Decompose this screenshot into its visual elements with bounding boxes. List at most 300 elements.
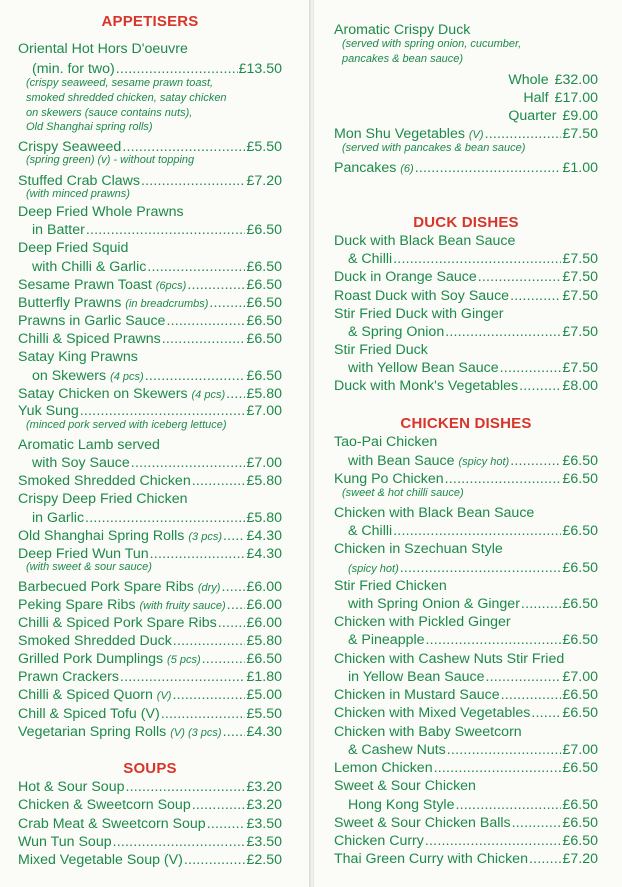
menu-item-name xyxy=(334,232,515,250)
menu-item-name xyxy=(32,258,146,276)
dot-leader xyxy=(501,686,562,704)
menu-item-name xyxy=(334,759,433,777)
dot-leader xyxy=(226,385,245,403)
dot-leader xyxy=(393,522,561,540)
menu-item-name xyxy=(18,490,188,508)
portion-price-row xyxy=(334,71,598,89)
menu-item-name-text: with Spring Onion & Ginger xyxy=(348,596,520,612)
menu-item-name-text: Chill & Spiced Tofu (V) xyxy=(18,706,160,722)
menu-item-name-text: in Batter xyxy=(32,222,85,238)
menu-item-name xyxy=(334,650,564,668)
dot-leader xyxy=(425,832,562,850)
menu-item-price: £4.30 xyxy=(246,724,282,740)
dot-leader xyxy=(192,472,246,490)
menu-item-grilled-pork-dumplings xyxy=(18,650,282,668)
menu-item-price: £6.50 xyxy=(246,295,282,311)
menu-item-name xyxy=(348,595,520,613)
dot-leader xyxy=(393,250,561,268)
menu-item-name xyxy=(348,250,392,268)
menu-item-chilli-and-spiced-prawns xyxy=(18,330,282,348)
menu-item-name-text: in Garlic xyxy=(32,510,85,526)
menu-item-note: (4 pcs) xyxy=(191,389,226,401)
section-heading-soups: SOUPS xyxy=(123,760,177,777)
menu-item-note: (in breadcrumbs) xyxy=(125,298,209,310)
dot-leader xyxy=(227,596,246,614)
menu-item-name-text: Chilli & Spiced Pork Spare Ribs xyxy=(18,615,217,631)
menu-item-name xyxy=(18,578,220,597)
menu-item-spicy-hot xyxy=(334,559,598,577)
menu-item-name-text: Duck in Orange Sauce xyxy=(334,269,477,285)
menu-item-price: £1.80 xyxy=(246,669,282,685)
menu-item-name xyxy=(18,778,124,796)
menu-item-name xyxy=(334,704,530,722)
dot-leader xyxy=(125,778,245,796)
menu-item-name xyxy=(348,631,425,649)
item-description: (served with spring onion, cucumber, xyxy=(342,38,522,50)
menu-item-name-text: Chicken with Mixed Vegetables xyxy=(334,705,531,721)
menu-item-with-bean-sauce xyxy=(334,452,598,470)
dot-leader xyxy=(445,323,561,341)
menu-item-name xyxy=(18,294,208,313)
menu-item-price: £6.50 xyxy=(246,331,282,347)
menu-item-name-text: Chicken with Black Bean Sauce xyxy=(334,505,535,521)
menu-item-name-text: Roast Duck with Soy Sauce xyxy=(334,288,510,304)
menu-item-price: £6.50 xyxy=(246,368,282,384)
menu-item-name xyxy=(334,814,511,832)
menu-item-chill-and-spiced-tofu-v xyxy=(18,705,282,723)
menu-item-vegetarian-spring-rolls xyxy=(18,723,282,741)
menu-item-name-text: Whole xyxy=(508,72,549,88)
menu-item-name-text: Chicken in Szechuan Style xyxy=(334,541,503,557)
portion-price-row xyxy=(334,89,598,107)
dot-leader xyxy=(113,833,246,851)
menu-item-name xyxy=(334,287,509,305)
menu-item-name-text: Old Shanghai Spring Rolls xyxy=(18,528,185,544)
menu-item-name-text: Aromatic Lamb served xyxy=(18,437,160,453)
menu-item-price: £6.50 xyxy=(562,687,598,703)
item-description: (spring green) (v) - without topping xyxy=(26,154,195,166)
menu-item-name xyxy=(18,312,165,330)
item-description: (with sweet & sour sauce) xyxy=(26,561,152,573)
menu-item-name-text: Chicken with Cashew Nuts Stir Fried xyxy=(334,651,565,667)
menu-item-name xyxy=(334,777,476,795)
menu-item-name-text: Thai Green Curry with Chicken xyxy=(334,851,528,867)
menu-item-aromatic-lamb-served xyxy=(18,436,282,454)
menu-item-name xyxy=(508,71,548,89)
menu-item-note: (6pcs) xyxy=(155,280,187,292)
menu-item-note: (with fruity sauce) xyxy=(139,600,226,612)
menu-item-smoked-shredded-duck xyxy=(18,632,282,650)
menu-item-note: (3 pcs) xyxy=(188,531,222,543)
menu-item-name-text: with Bean Sauce xyxy=(348,453,455,469)
menu-item-name xyxy=(18,330,161,348)
menu-item-hong-kong-style xyxy=(334,796,598,814)
menu-item-chicken-in-mustard-sauce xyxy=(334,686,598,704)
menu-item-pancakes xyxy=(334,159,598,177)
dot-leader xyxy=(400,559,562,577)
item-description: (sweet & hot chilli sauce) xyxy=(342,487,464,499)
menu-item-mixed-vegetable-soup-v xyxy=(18,851,282,869)
menu-item-stir-fried-duck-with-ginger xyxy=(334,305,598,323)
section-heading-duck-dishes: DUCK DISHES xyxy=(413,214,519,231)
menu-item-sweet-and-sour-chicken-balls xyxy=(334,814,598,832)
menu-item-name-text: Barbecued Pork Spare Ribs xyxy=(18,579,194,595)
menu-item-price: £6.50 xyxy=(562,833,598,849)
menu-item-name xyxy=(334,723,522,741)
menu-item-name-text: with Chilli & Garlic xyxy=(32,259,147,275)
menu-item-name xyxy=(18,276,186,295)
menu-item-note: (4 pcs) xyxy=(110,371,144,383)
menu-item-with-soy-sauce xyxy=(18,454,282,472)
menu-item-name xyxy=(32,221,85,239)
menu-item-name xyxy=(18,632,172,650)
menu-item-name-text: Sweet & Sour Chicken xyxy=(334,778,476,794)
menu-item-price: £5.80 xyxy=(246,473,282,489)
menu-item-hot-and-sour-soup xyxy=(18,778,282,796)
dot-leader xyxy=(221,578,245,596)
menu-item-name-text: Kung Po Chicken xyxy=(334,471,444,487)
dot-leader xyxy=(161,705,246,723)
menu-item-and-chilli xyxy=(334,522,598,540)
menu-item-in-garlic xyxy=(18,509,282,527)
menu-item-thai-green-curry-with-chicken xyxy=(334,850,598,868)
menu-item-deep-fried-whole-prawns xyxy=(18,203,282,221)
dot-leader xyxy=(510,452,561,470)
menu-item-name xyxy=(32,454,130,472)
menu-item-name-text: Satay Chicken on Skewers xyxy=(18,386,188,402)
menu-item-price: £6.50 xyxy=(562,632,598,648)
menu-item-name-text: Prawn Crackers xyxy=(18,669,119,685)
menu-item-name xyxy=(334,305,504,323)
menu-item-name-text: Smoked Shredded Duck xyxy=(18,633,172,649)
menu-item-name xyxy=(18,686,171,705)
item-description: Old Shanghai spring rolls) xyxy=(26,121,153,133)
dot-leader xyxy=(187,276,245,294)
menu-item-tao-pai-chicken xyxy=(334,433,598,451)
dot-leader xyxy=(529,850,562,868)
menu-item-wun-tun-soup xyxy=(18,833,282,851)
menu-item-name xyxy=(348,741,446,759)
menu-item-name-text: Prawns in Garlic Sauce xyxy=(18,313,166,329)
menu-item-price: £6.50 xyxy=(246,259,282,275)
menu-item-price: £7.20 xyxy=(562,851,598,867)
menu-item-name-text: Chicken with Pickled Ginger xyxy=(334,614,511,630)
menu-item-smoked-shredded-chicken xyxy=(18,472,282,490)
menu-item-name-text: Crispy Seaweed xyxy=(18,139,122,155)
menu-item-name-text: on Skewers xyxy=(32,368,107,384)
menu-item-name xyxy=(334,540,503,558)
menu-item-name xyxy=(334,613,511,631)
menu-item-price: £3.20 xyxy=(246,779,282,795)
dot-leader xyxy=(192,796,246,814)
dot-leader xyxy=(500,359,562,377)
menu-item-note: (V) xyxy=(156,690,172,702)
menu-item-price: £7.50 xyxy=(562,251,598,267)
menu-item-price: £6.50 xyxy=(562,797,598,813)
menu-item-chicken-curry xyxy=(334,832,598,850)
menu-item-name-text: Stir Fried Duck xyxy=(334,342,428,358)
menu-item-name-text: Lemon Chicken xyxy=(334,760,433,776)
menu-item-barbecued-pork-spare-ribs xyxy=(18,578,282,596)
menu-item-name-text: Mixed Vegetable Soup (V) xyxy=(18,852,183,868)
menu-item-name xyxy=(348,359,499,377)
menu-item-name-text: Crab Meat & Sweetcorn Soup xyxy=(18,816,206,832)
menu-item-price: £7.50 xyxy=(562,324,598,340)
menu-item-and-pineapple xyxy=(334,631,598,649)
menu-item-name-text: & Cashew Nuts xyxy=(348,742,446,758)
menu-item-price: £9.00 xyxy=(562,108,598,124)
menu-item-price: £7.00 xyxy=(562,669,598,685)
menu-item-name-text: Chilli & Spiced Quorn xyxy=(18,687,153,703)
dot-leader xyxy=(207,815,246,833)
menu-item-name xyxy=(18,40,188,58)
menu-item-name-text: Quarter xyxy=(508,108,557,124)
menu-item-note: (spicy hot) xyxy=(348,563,399,575)
menu-item-name xyxy=(32,509,84,527)
item-description: smoked shredded chicken, satay chicken xyxy=(26,92,227,104)
menu-item-price: £7.00 xyxy=(246,403,282,419)
menu-item-price: £6.50 xyxy=(246,651,282,667)
menu-item-name-text: Wun Tun Soup xyxy=(18,834,112,850)
menu-item-name xyxy=(18,815,206,833)
dot-leader xyxy=(166,312,245,330)
dot-leader xyxy=(218,614,246,632)
dot-leader xyxy=(147,258,245,276)
menu-item-name-text: Aromatic Crispy Duck xyxy=(334,22,471,38)
menu-item-name-text: & Pineapple xyxy=(348,632,425,648)
menu-item-and-cashew-nuts xyxy=(334,741,598,759)
dot-leader xyxy=(162,330,246,348)
menu-item-price: £6.00 xyxy=(246,597,282,613)
menu-item-price: £6.50 xyxy=(246,277,282,293)
dot-leader xyxy=(202,650,246,668)
dot-leader xyxy=(485,668,561,686)
menu-item-name-text: with Yellow Bean Sauce xyxy=(348,360,499,376)
item-description: pancakes & bean sauce) xyxy=(342,53,464,65)
menu-item-chicken-with-black-bean-sauce xyxy=(334,504,598,522)
menu-item-price: £4.30 xyxy=(246,546,282,562)
menu-item-price: £7.50 xyxy=(562,360,598,376)
menu-item-chilli-and-spiced-pork-spare-ribs xyxy=(18,614,282,632)
dot-leader xyxy=(223,723,246,741)
menu-item-price: £3.50 xyxy=(246,816,282,832)
menu-item-peking-spare-ribs xyxy=(18,596,282,614)
menu-item-price: £13.50 xyxy=(238,61,282,77)
menu-item-name xyxy=(348,668,484,686)
menu-item-price: £7.20 xyxy=(246,173,282,189)
menu-item-name xyxy=(348,452,509,471)
dot-leader xyxy=(512,814,562,832)
menu-item-name-text: Yuk Sung xyxy=(18,403,79,419)
menu-item-name xyxy=(18,650,201,669)
menu-item-name-text: Sweet & Sour Chicken Balls xyxy=(334,815,511,831)
menu-item-chicken-with-baby-sweetcorn xyxy=(334,723,598,741)
menu-item-price: £6.50 xyxy=(562,596,598,612)
menu-item-name-text: Deep Fried Whole Prawns xyxy=(18,204,184,220)
menu-item-name-text: Hong Kong Style xyxy=(348,797,455,813)
menu-item-price: £5.50 xyxy=(246,706,282,722)
menu-item-on-skewers xyxy=(18,367,282,385)
menu-item-name xyxy=(18,614,217,632)
menu-item-duck-with-monk-s-vegetables xyxy=(334,377,598,395)
menu-item-note: (V) xyxy=(468,129,484,141)
menu-item-name-text: Peking Spare Ribs xyxy=(18,597,136,613)
menu-item-name xyxy=(348,559,399,578)
menu-item-duck-in-orange-sauce xyxy=(334,268,598,286)
menu-item-price: £1.00 xyxy=(562,160,598,176)
menu-item-price: £6.50 xyxy=(562,453,598,469)
menu-item-price: £5.80 xyxy=(246,633,282,649)
dot-leader xyxy=(531,704,561,722)
menu-item-price: £6.00 xyxy=(246,579,282,595)
menu-item-name-text: Tao-Pai Chicken xyxy=(334,434,438,450)
dot-leader xyxy=(209,294,245,312)
menu-item-note: (dry) xyxy=(197,582,221,594)
menu-item-price: £6.50 xyxy=(562,560,598,576)
menu-item-name-text: & Chilli xyxy=(348,251,393,267)
menu-item-price: £7.00 xyxy=(562,742,598,758)
dot-leader xyxy=(184,851,246,869)
menu-item-name xyxy=(334,159,414,178)
menu-item-name xyxy=(348,796,454,814)
menu-item-chicken-with-cashew-nuts-stir-fried xyxy=(334,650,598,668)
dot-leader xyxy=(519,377,561,395)
menu-item-price: £6.50 xyxy=(246,313,282,329)
menu-item-name-text: Stuffed Crab Claws xyxy=(18,173,140,189)
menu-item-name-text: with Soy Sauce xyxy=(32,455,130,471)
menu-item-name xyxy=(18,203,184,221)
menu-item-name-text: Deep Fried Squid xyxy=(18,240,129,256)
menu-item-name-text: Chicken Curry xyxy=(334,833,424,849)
menu-item-name-text: Chicken & Sweetcorn Soup xyxy=(18,797,191,813)
dot-leader xyxy=(434,759,562,777)
menu-item-name-text: Grilled Pork Dumplings xyxy=(18,651,164,667)
menu-item-note: (6) xyxy=(400,163,414,175)
menu-item-name xyxy=(508,107,556,125)
dot-leader xyxy=(478,268,562,286)
dot-leader xyxy=(131,454,246,472)
menu-item-in-yellow-bean-sauce xyxy=(334,668,598,686)
dot-leader xyxy=(415,159,562,177)
menu-item-price: £2.50 xyxy=(246,852,282,868)
menu-item-name xyxy=(334,377,518,395)
menu-item-deep-fried-squid xyxy=(18,239,282,257)
menu-item-price: £7.50 xyxy=(562,126,598,142)
menu-item-name-text: Chicken with Baby Sweetcorn xyxy=(334,724,522,740)
menu-item-name xyxy=(32,367,144,386)
dot-leader xyxy=(173,632,246,650)
dot-leader xyxy=(426,631,562,649)
dot-leader xyxy=(521,595,562,613)
menu-item-lemon-chicken xyxy=(334,759,598,777)
menu-item-name xyxy=(18,796,191,814)
menu-item-name-text: Duck with Black Bean Sauce xyxy=(334,233,516,249)
menu-item-name xyxy=(334,268,477,286)
menu-item-name xyxy=(18,436,160,454)
menu-item-old-shanghai-spring-rolls xyxy=(18,527,282,545)
menu-item-price: £4.30 xyxy=(246,528,282,544)
menu-item-name xyxy=(18,596,226,615)
menu-item-note: (5 pcs) xyxy=(167,654,201,666)
menu-item-price: £6.50 xyxy=(562,760,598,776)
portion-price-row xyxy=(334,107,598,125)
menu-item-name-text: Butterfly Prawns xyxy=(18,295,122,311)
menu-item-chicken-with-mixed-vegetables xyxy=(334,704,598,722)
menu-item-stir-fried-chicken xyxy=(334,577,598,595)
item-description: (with minced prawns) xyxy=(26,188,130,200)
menu-item-name-text: Pancakes xyxy=(334,160,397,176)
menu-item-name xyxy=(18,833,112,851)
menu-item-name-text: & Spring Onion xyxy=(348,324,445,340)
menu-item-price: £7.50 xyxy=(562,288,598,304)
menu-item-name xyxy=(334,504,534,522)
menu-item-chicken-with-pickled-ginger xyxy=(334,613,598,631)
menu-item-crab-meat-and-sweetcorn-soup xyxy=(18,815,282,833)
menu-item-price: £6.50 xyxy=(562,471,598,487)
dot-leader xyxy=(120,668,246,686)
menu-item-name-text: Hot & Sour Soup xyxy=(18,779,125,795)
menu-item-price: £5.80 xyxy=(246,386,282,402)
menu-item-name xyxy=(334,832,424,850)
menu-item-name xyxy=(18,668,119,686)
menu-item-chicken-in-szechuan-style xyxy=(334,540,598,558)
menu-item-in-batter xyxy=(18,221,282,239)
menu-item-note: (V) (3 pcs) xyxy=(170,727,222,739)
menu-item-name-text: in Yellow Bean Sauce xyxy=(348,669,485,685)
menu-item-price: £5.80 xyxy=(246,510,282,526)
menu-item-name xyxy=(18,348,138,366)
menu-item-price: £5.50 xyxy=(246,139,282,155)
menu-item-name-text: Oriental Hot Hors D'oeuvre xyxy=(18,41,188,57)
menu-item-name xyxy=(523,89,548,107)
menu-item-name xyxy=(334,577,447,595)
dot-leader xyxy=(145,367,246,385)
menu-item-crispy-deep-fried-chicken xyxy=(18,490,282,508)
menu-item-price: £8.00 xyxy=(562,378,598,394)
menu-item-price: £7.00 xyxy=(246,455,282,471)
menu-item-name xyxy=(18,527,222,546)
menu-item-name xyxy=(348,323,444,341)
dot-leader xyxy=(447,741,562,759)
menu-item-satay-king-prawns xyxy=(18,348,282,366)
menu-item-name-text: & Chilli xyxy=(348,523,393,539)
page-fold xyxy=(309,0,314,887)
menu-item-name-text: Chilli & Spiced Prawns xyxy=(18,331,161,347)
dot-leader xyxy=(86,221,246,239)
menu-item-with-spring-onion-and-ginger xyxy=(334,595,598,613)
item-description: (crispy seaweed, sesame prawn toast, xyxy=(26,77,214,89)
item-description: (minced pork served with iceberg lettuce) xyxy=(26,419,227,431)
menu-item-prawn-crackers xyxy=(18,668,282,686)
dot-leader xyxy=(172,686,245,704)
menu-item-oriental-hot-hors-d-oeuvre xyxy=(18,40,282,58)
menu-item-name-text: Stir Fried Duck with Ginger xyxy=(334,306,504,322)
menu-item-name-text: Vegetarian Spring Rolls xyxy=(18,724,167,740)
menu-item-chicken-and-sweetcorn-soup xyxy=(18,796,282,814)
menu-item-name-text: Half xyxy=(523,90,549,106)
menu-item-roast-duck-with-soy-sauce xyxy=(334,287,598,305)
menu-item-price: £5.00 xyxy=(246,687,282,703)
menu-item-name-text: Smoked Shredded Chicken xyxy=(18,473,191,489)
menu-item-with-yellow-bean-sauce xyxy=(334,359,598,377)
menu-item-note: (spicy hot) xyxy=(458,456,510,468)
item-description: (served with pancakes & bean sauce) xyxy=(342,142,526,154)
menu-item-satay-chicken-on-skewers xyxy=(18,385,282,403)
menu-item-price: £6.00 xyxy=(246,615,282,631)
menu-item-duck-with-black-bean-sauce xyxy=(334,232,598,250)
dot-leader xyxy=(85,509,245,527)
menu-item-price: £6.50 xyxy=(246,222,282,238)
